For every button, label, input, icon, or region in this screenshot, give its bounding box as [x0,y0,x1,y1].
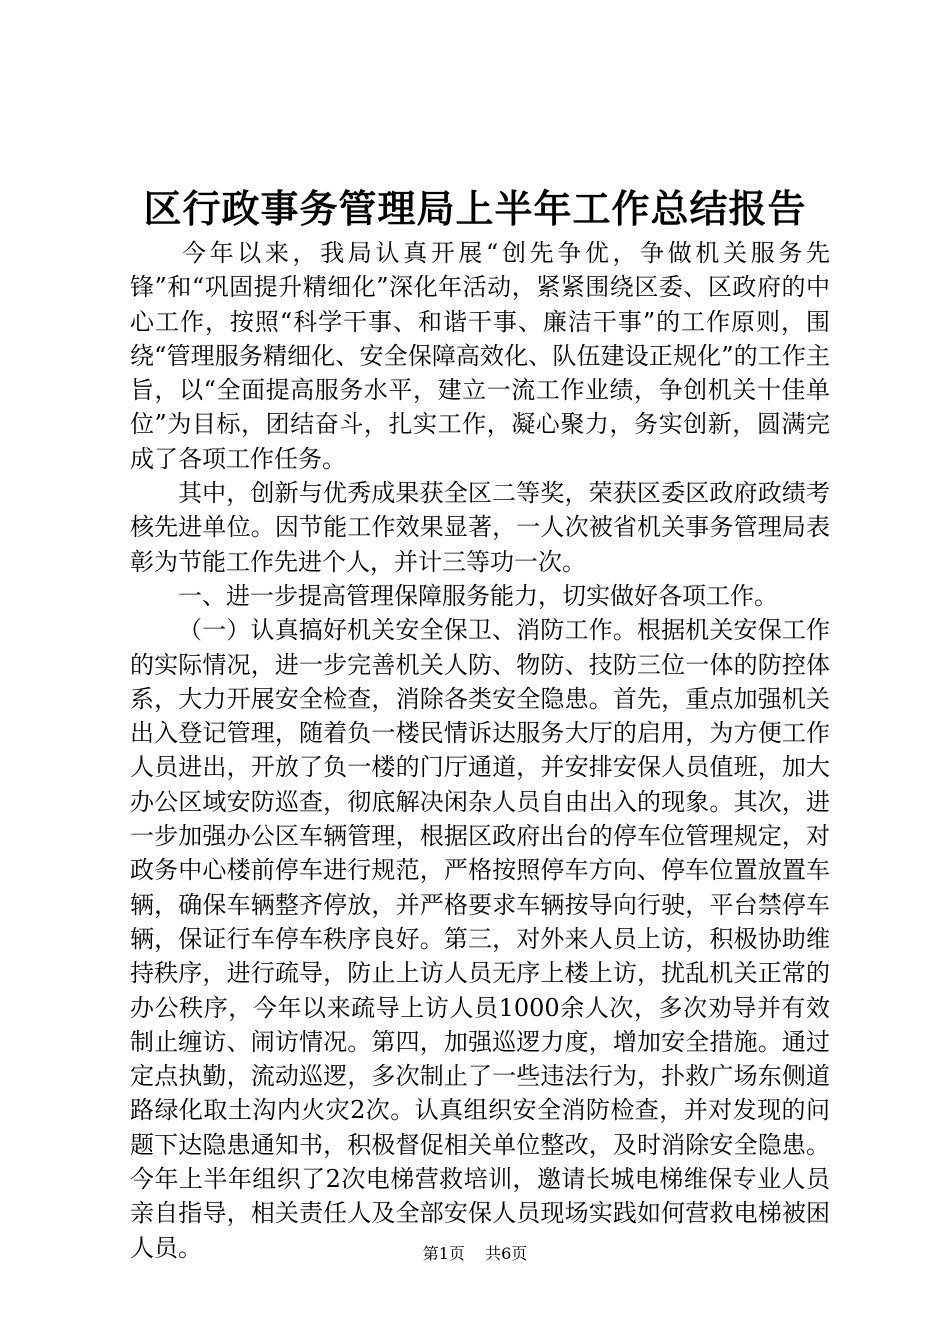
document-body [130,236,830,1265]
paragraph-achievements: 其中，创新与优秀成果获全区二等奖，荣获区委区政府政绩考核先进单位。因节能工作效果显著，一人次被省机关事务管理局表彰为节能工作先进个人，并计三等功一次。 [130,479,830,576]
paragraph-security: （一）认真搞好机关安全保卫、消防工作。根据机关安保工作的实际情况，进一步完善机关人防、物防、技防三位一体的防控体系，大力开展安全检查，消除各类安全隐患。首先，重点加强机关出入登记管理，随着负一楼民情诉达服务大厅的启用，为方便工作人员进出，开放了负一楼的门厅通道，并安排安保人员值班，加大办公区域安防巡查，彻底解决闲杂人员自由出入的现象。其次，进一步加强办公区车辆管理，根据区政府出台的停车位管理规定，对政务中心楼前停车进行规范，严格按照停车方向、停车位置放置车辆，确保车辆整齐停放，并严格要求车辆按导向行驶，平台禁停车辆，保证行车停车秩序良好。第三，对外来人员上访，积极协助维持秩序，进行疏导，防止上访人员无序上楼上访，扰乱机关正常的办公秩序，今年以来疏导上访人员1000余人次，多次劝导并有效制止缠访、闹访情况。第四，加强巡逻力度，增加安全措施。通过定点执勤，流动巡逻，多次制止了一些违法行为，扑救广场东侧道路绿化取土沟内火灾2次。认真组织安全消防检查，并对发现的问题下达隐患通知书，积极督促相关单位整改，及时消除安全隐患。今年上半年组织了2次电梯营救培训，邀请长城电梯维保专业人员亲自指导，相关责任人及全部安保人员现场实践如何营救电梯被困人员。 [130,616,830,1262]
page-footer [0,1243,950,1265]
section-heading-1: 一、进一步提高管理保障服务能力，切实做好各项工作。 [178,581,778,610]
page-total: 共6页 [485,1244,528,1263]
document-title: 区行政事务管理局上半年工作总结报告 [143,186,807,231]
page-number: 第1页 [422,1244,465,1263]
paragraph-intro: 今年以来，我局认真开展“创先争优，争做机关服务先锋”和“巩固提升精细化”深化年活动，紧紧围绕区委、区政府的中心工作，按照“科学干事、和谐干事、廉洁干事”的工作原则，围绕“管理服务精细化、安全保障高效化、队伍建设正规化”的工作主旨，以“全面提高服务水平，建立一流工作业绩，争创机关十佳单位”为目标，团结奋斗，扎实工作，凝心聚力，务实创新，圆满完成了各项工作任务。 [130,239,830,473]
